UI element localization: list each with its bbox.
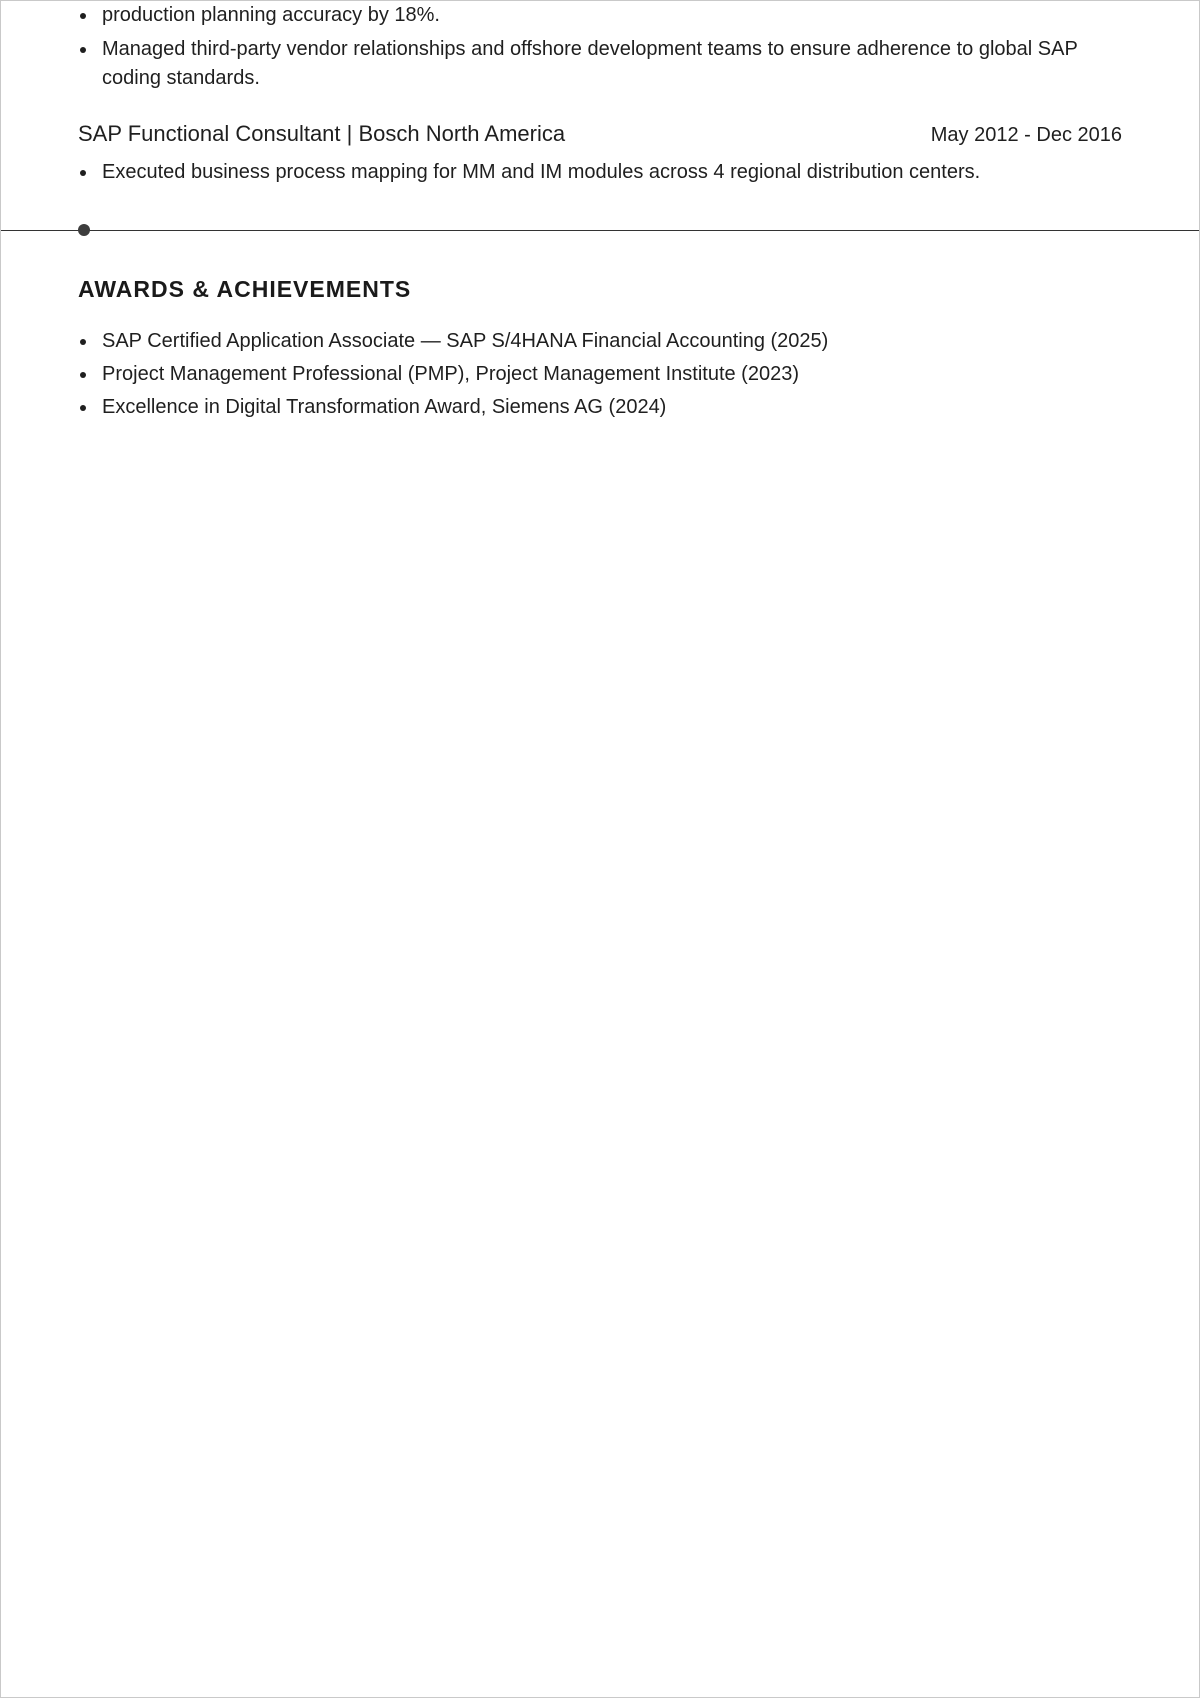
bullet-icon (80, 13, 86, 19)
list-item (78, 327, 1122, 356)
award-text: Project Management Professional (PMP), Project Management Institute (2023) (102, 363, 799, 385)
list-item (78, 158, 1122, 187)
list-item (78, 1, 1122, 30)
bullet-icon (80, 339, 86, 345)
job-dates: May 2012 - Dec 2016 (930, 124, 1122, 146)
bullet-text: Managed third-party vendor relationships and offshore development teams to ensure adherence to global SAP coding standards. (102, 38, 1078, 89)
award-text: Excellence in Digital Transformation Award, Siemens AG (2024) (102, 396, 667, 418)
job-bullet-list (78, 158, 1122, 187)
award-text: SAP Certified Application Associate — SAP S/4HANA Financial Accounting (2025) (102, 330, 829, 352)
bullet-icon (80, 405, 86, 411)
section-divider-line (1, 230, 1199, 231)
divider-dot-icon (78, 224, 90, 236)
list-item (78, 360, 1122, 389)
list-item (78, 35, 1122, 93)
job-title: SAP Functional Consultant | Bosch North America (78, 121, 566, 146)
bullet-icon (80, 372, 86, 378)
section-heading-awards: AWARDS & ACHIEVEMENTS (78, 276, 412, 302)
bullet-icon (80, 47, 86, 53)
awards-list (78, 327, 1122, 422)
bullet-text: production planning accuracy by 18%. (102, 4, 440, 26)
list-item (78, 393, 1122, 422)
previous-job-bullet-list (78, 1, 1122, 93)
job-header (78, 119, 1122, 150)
bullet-text: Executed business process mapping for MM and IM modules across 4 regional distribution centers. (102, 161, 981, 183)
bullet-icon (80, 170, 86, 176)
